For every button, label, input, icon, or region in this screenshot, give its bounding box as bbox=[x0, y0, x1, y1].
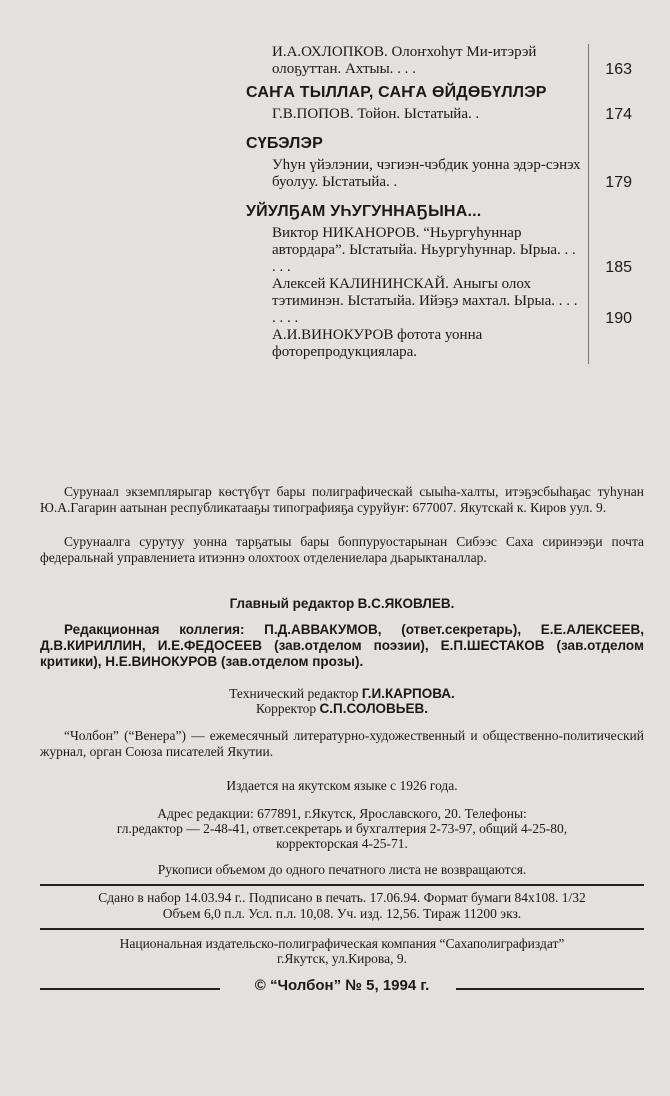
divider bbox=[456, 988, 644, 990]
journal-description: “Чолбон” (“Венера”) — ежемесячный литературно-художественный и общественно-политический журнал, орган Союза писателей Якутии. bbox=[40, 728, 644, 759]
tech-editor-label: Технический редактор bbox=[229, 686, 359, 701]
divider bbox=[588, 44, 589, 364]
toc-section-title: САҤА ТЫЛЛАР, САҤА ӨЙДӨБҮЛЛЭР bbox=[246, 84, 547, 101]
toc-entry bbox=[272, 276, 642, 327]
toc-section-title: СҮБЭЛЭР bbox=[246, 135, 324, 152]
corrector-label: Корректор bbox=[255, 701, 317, 716]
manuscripts-note: Рукописи объемом до одного печатного листа не возвращаются. bbox=[157, 862, 527, 877]
table-of-contents bbox=[246, 44, 642, 361]
divider bbox=[40, 928, 644, 930]
publisher-address: г.Якутск, ул.Кирова, 9. bbox=[277, 951, 407, 966]
toc-entry bbox=[272, 225, 642, 276]
tech-editor bbox=[40, 686, 644, 702]
toc-entry-page: 179 bbox=[605, 174, 632, 191]
toc-entry-page: 190 bbox=[605, 310, 632, 327]
toc-entry bbox=[272, 327, 642, 361]
corrector-name: С.П.СОЛОВЬЕВ. bbox=[319, 701, 429, 716]
toc-entry-title: Уһун үйэлэнии, чэгиэн-чэбдик уонна эдэр-сэнэх буолуу. Ыстатыйа. . bbox=[272, 157, 581, 190]
print-details: Объем 6,0 п.л. Усл. п.л. 10,08. Уч. изд. 12,56. Тираж 11200 экз. bbox=[162, 906, 522, 921]
publication-since: Издается на якутском языке с 1926 года. bbox=[226, 778, 458, 793]
toc-entry-title: А.И.ВИНОКУРОВ фотота уонна фоторепродукциялара. bbox=[272, 327, 483, 360]
address-line: гл.редактор — 2-48-41, ответ.секретарь и бухгалтерия 2-73-97, общий 4-25-80, bbox=[116, 821, 568, 836]
tech-editor-name: Г.И.КАРПОВА. bbox=[361, 686, 455, 701]
address-line: корректорская 4-25-71. bbox=[276, 836, 408, 851]
address-line: Адрес редакции: 677891, г.Якутск, Ярославского, 20. Телефоны: bbox=[157, 806, 527, 821]
editorial-board: Редакционная коллегия: П.Д.АВВАКУМОВ, (ответ.секретарь), Е.Е.АЛЕКСЕЕВ, Д.В.КИРИЛЛИН, И.Е.ФЕДОСЕЕВ (зав.отделом поэзии), Е.П.ШЕСТАКОВ (зав.отделом критики), Н.Е.ВИНОКУРОВ (зав.отделом прозы). bbox=[40, 622, 644, 669]
chief-editor-label: Главный редактор bbox=[229, 596, 355, 611]
divider bbox=[40, 884, 644, 886]
toc-entry-title: Виктор НИКАНОРОВ. “Ньургуһуннар автордара”. Ыстатыйа. Ньургуһуннар. Ырыа. . . . . . bbox=[272, 225, 576, 275]
errata-note: Сурунаал экземплярыгар көстүбүт бары полиграфическай сыыһа-халты, итэҕэсбыһаҕас туһунан Ю.А.Гагарин аатынан республикатааҕы типографияҕа суруйуҥ: 677007. Якутскай к. Киров уул. 9. bbox=[40, 484, 644, 515]
corrector bbox=[40, 701, 644, 717]
chief-editor-name: В.С.ЯКОВЛЕВ. bbox=[357, 596, 455, 611]
print-details: Сдано в набор 14.03.94 г.. Подписано в печать. 17.06.94. Формат бумаги 84х108. 1/32 bbox=[98, 890, 586, 905]
chief-editor bbox=[40, 596, 644, 612]
toc-entry-title: Г.В.ПОПОВ. Тойон. Ыстатыйа. . bbox=[272, 106, 480, 122]
publisher-name: Национальная издательско-полиграфическая компания “Сахаполиграфиздат” bbox=[119, 936, 565, 951]
toc-entry-title: И.А.ОХЛОПКОВ. Олоҥхоһут Ми-итэрэй олоҕуттан. Ахтыы. . . . bbox=[272, 44, 537, 77]
toc-section-title: УЙУЛҔАМ УҺУГУННАҔЫНА... bbox=[246, 203, 482, 220]
toc-entry bbox=[272, 157, 642, 191]
toc-entry bbox=[272, 44, 642, 78]
toc-entry-page: 185 bbox=[605, 259, 632, 276]
toc-entry-page: 163 bbox=[605, 61, 632, 78]
copyright: © “Чолбон” № 5, 1994 г. bbox=[254, 977, 430, 994]
subscription-note: Сурунаалга сурутуу уонна тарҕатыы бары боппуруостарынан Сибээс Саха сиринээҕи почта федеральнай управлениета итиэннэ олохтоох отделениелара дьарыктаналлар. bbox=[40, 534, 644, 565]
toc-entry bbox=[272, 106, 642, 123]
toc-entry-title: Алексей КАЛИНИНСКАЙ. Аныгы олох тэтиминэн. Ыстатыйа. Ийэҕэ махтал. Ырыа. . . . . . . . bbox=[272, 276, 578, 326]
toc-entry-page: 174 bbox=[605, 106, 632, 123]
